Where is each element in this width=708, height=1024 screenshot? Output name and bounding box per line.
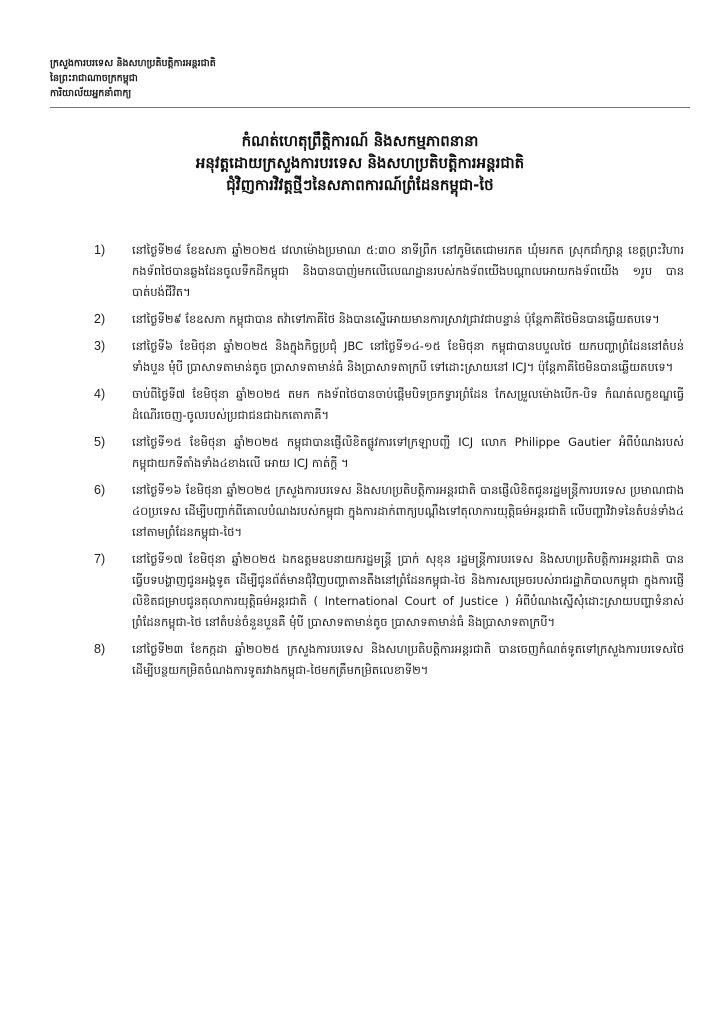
item-text: នៅថ្ងៃទី៦ ខែមិថុនា ឆ្នាំ២០២៥ និងក្នុងកិច្ចប្រជុំ JBC នៅថ្ងៃទី១៤-១៥ ខែមិថុនា កម្ពុជាបានបបួលថៃ យកបញ្ហាព្រំដែននៅតំបន់ទាំងបួន មុំបី ប្រាសាទតាមាន់តូច ប្រាសាទតាមាន់ធំ និងប្រាសាទតាក្របី ទៅដោះស្រាយនៅ ICJ។ ប៉ុន្តែភាគីថៃមិនបានឆ្លើយតបទេ។ [132, 339, 684, 374]
header-line-kingdom: នៃព្រះរាជាណាចក្រកម្ពុជា [50, 73, 138, 84]
item-text: នៅថ្ងៃទី១៥ ខែមិថុនា ឆ្នាំ២០២៥ កម្ពុជាបានផ្ញើលិខិតផ្លូវការទៅក្រឡាបញ្ជី ICJ លោក Philippe Gautier អំពីបំណងរបស់កម្ពុជាយកទីតាំងទាំង៤ខាងលើ អោយ ICJ កាត់ក្ដី ។ [132, 435, 684, 470]
item-text: នៅថ្ងៃទី១៦ ខែមិថុនា ឆ្នាំ២០២៥ ក្រសួងការបរទេស និងសហប្រតិបត្តិការអន្តរជាតិ បានផ្ញើលិខិតជូនរដ្ឋមន្ត្រីការបរទេស ប្រមាណជាង ៤០ប្រទេស ដើម្បីបញ្ជាក់ពីគោលបំណងរបស់កម្ពុជា ក្នុងការដាក់ពាក្យបណ្ដឹងទៅតុលាការយុត្តិធម៌អន្តរជាតិ លើបញ្ហាវិវាទនៃតំបន់ទាំង៤ នៅតាមព្រំដែនកម្ពុជា-ថៃ។ [132, 483, 684, 539]
item-number: 7) [94, 552, 106, 566]
title-line-2: អនុវត្តដោយក្រសួងការបរទេស និងសហប្រតិបត្តិការអន្តរជាតិ [195, 154, 525, 172]
title-line-1: កំណត់ហេតុព្រឹត្តិការណ៍ និងសកម្មភាពនានា [241, 132, 479, 150]
document-title [100, 130, 620, 196]
item-text: នៅថ្ងៃទី២៨ ខែឧសភា ឆ្នាំ២០២៥ វេលាម៉ោងប្រមាណ ៥:៣០ នាទីព្រឹក នៅភូមិតេជោមរកត ឃុំមរកត ស្រុកជាំក្សាន្ត ខេត្តព្រះវិហារ កងទ័ពថៃបានឆ្លងដែនចូលទឹកដីកម្ពុជា និងបានបាញ់មកលើលេណដ្ឋានរបស់កងទ័ពយើងបណ្ដាលអោយកងទ័ពយើង ១រូប បានបាត់បង់ជីវិត។ [132, 243, 684, 299]
event-list [94, 240, 684, 687]
list-item [94, 336, 684, 378]
list-item [94, 549, 684, 633]
list-item [94, 432, 684, 474]
item-number: 8) [94, 642, 106, 656]
item-text: នៅថ្ងៃទី១៧ ខែមិថុនា ឆ្នាំ២០២៥ ឯកឧត្ដមឧបនាយករដ្ឋមន្ត្រី ប្រាក់ សុខុន រដ្ឋមន្ត្រីការបរទេស និងសហប្រតិបត្តិការអន្តរជាតិ បានធ្វើបទបង្ហាញជូនអង្គទូត ដើម្បីជូនព័ត៌មានជុំវិញបញ្ហាតានតឹងនៅព្រំដែនកម្ពុជា-ថៃ និងការសម្រេចរបស់រាជរដ្ឋាភិបាលកម្ពុជា ក្នុងការផ្ញើលិខិតជម្រាបជូនតុលាការយុត្តិធម៌អន្តរជាតិ ( International Court of Justice ) អំពីបំណងស្នើសុំដោះស្រាយបញ្ហាទំនាស់ព្រំដែនកម្ពុជា-ថៃ នៅតំបន់ចំនួនបួនគឺ មុំបី ប្រាសាទតាមាន់តូច ប្រាសាទតាមាន់ធំ និងប្រាសាទតាក្របី។ [132, 552, 684, 629]
header-line-office: ការិយាល័យអ្នកនាំពាក្យ [50, 88, 132, 99]
header-line-ministry: ក្រសួងការបរទេស និងសហប្រតិបត្តិការអន្តរជាតិ [50, 58, 216, 69]
item-number: 6) [94, 483, 106, 497]
header-divider [50, 107, 690, 108]
list-item [94, 240, 684, 303]
ministry-header [50, 56, 550, 101]
list-item [94, 639, 684, 681]
list-item [94, 309, 684, 330]
item-number: 3) [94, 339, 106, 353]
item-text: ចាប់ពីថ្ងៃទី៧ ខែមិថុនា ឆ្នាំ២០២៥ តមក កងទ័ពថៃបានចាប់ផ្ដើមបិទច្រកទ្វារព្រំដែន កែសម្រួលម៉ោងបើក-បិទ កំណត់លក្ខខណ្ឌធ្វើដំណើរចេញ-ចូលរបស់ប្រជាជនជាឯកតោភាគី។ [132, 387, 684, 422]
item-text: នៅថ្ងៃទី២៣ ខែកក្កដា ឆ្នាំ២០២៥ ក្រសួងការបរទេស និងសហប្រតិបត្តិការអន្តរជាតិ បានចេញកំណត់ទូតទៅក្រសួងការបរទេសថៃ ដើម្បីបន្ថយកម្រិតចំណងការទូតរវាងកម្ពុជា-ថៃមកត្រឹមកម្រិតលេខាទី២។ [132, 642, 684, 677]
item-text: នៅថ្ងៃទី២៩ ខែឧសភា កម្ពុជាបាន តវ៉ាទៅភាគីថៃ និងបានស្នើអោយមានការស្រាវជ្រាវជាបន្ទាន់ ប៉ុន្តែភាគីថៃមិនបានឆ្លើយតបទេ។ [132, 312, 660, 326]
item-number: 2) [94, 312, 106, 326]
item-number: 1) [94, 243, 106, 257]
list-item [94, 384, 684, 426]
list-item [94, 480, 684, 543]
item-number: 4) [94, 387, 106, 401]
title-line-3: ជុំវិញការវិវត្តថ្មីៗនៃសភាពការណ៍ព្រំដែនកម្ពុជា-ថៃ [226, 176, 494, 194]
item-number: 5) [94, 435, 106, 449]
